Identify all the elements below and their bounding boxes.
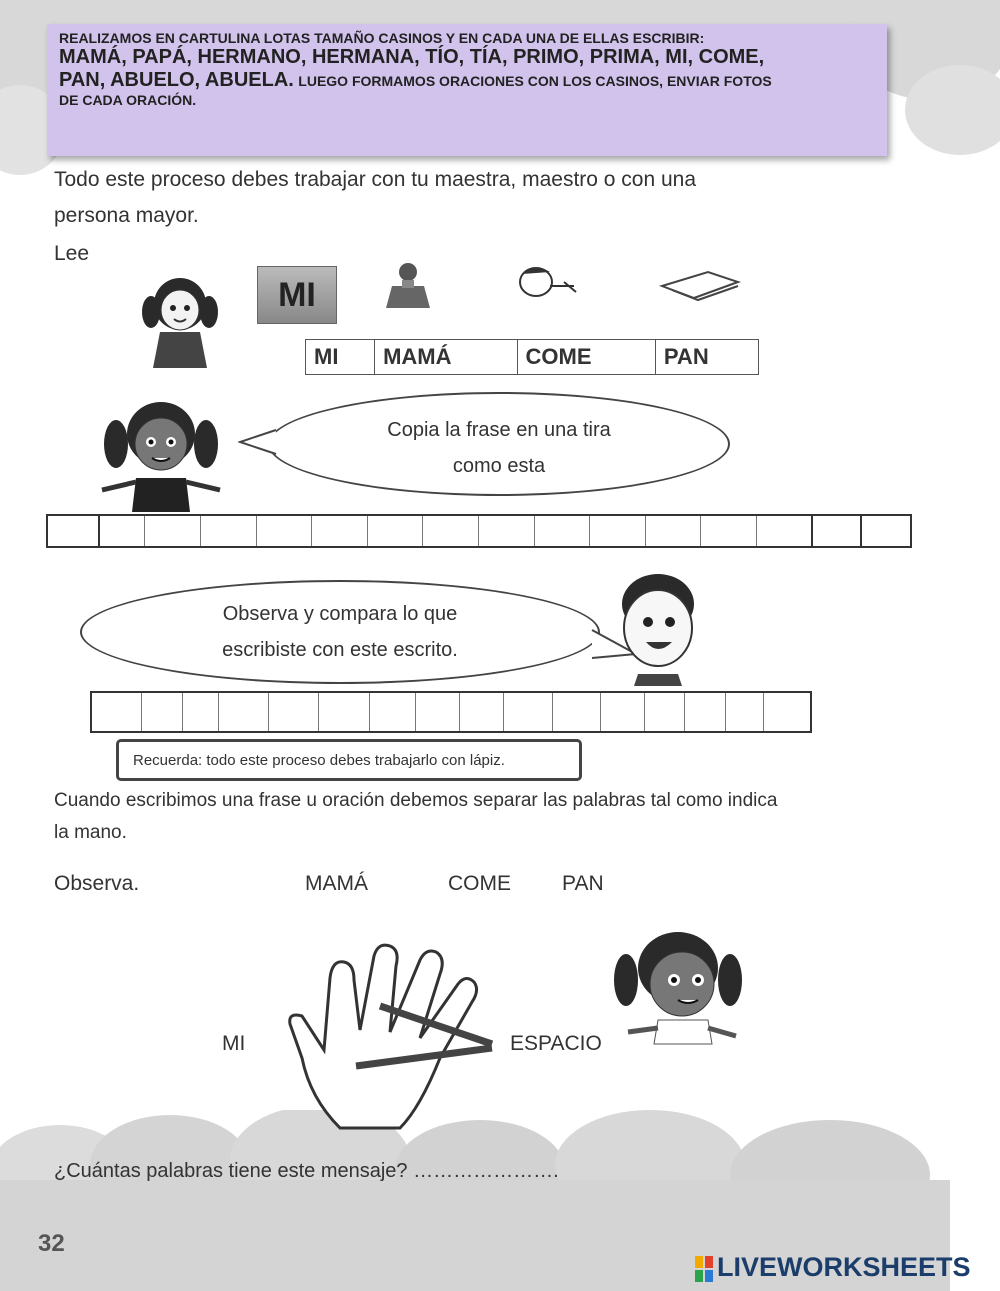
instruction-line-1: REALIZAMOS EN CARTULINA LOTAS TAMAÑO CASINOS Y EN CADA UNA DE ELLAS ESCRIBIR:: [59, 30, 705, 46]
strip-word-pan: PAN: [655, 340, 758, 375]
copy-writing-grid[interactable]: [46, 514, 912, 548]
compare-writing-grid[interactable]: [90, 691, 812, 733]
instruction-line-3-text: LUEGO FORMAMOS ORACIONES CON LOS CASINOS, ENVIAR FOTOS: [298, 73, 772, 89]
mi-word-card: MI: [257, 266, 337, 324]
intro-line-2: persona mayor.: [54, 204, 199, 227]
bubble-2-line-2: escribiste con este escrito.: [222, 639, 458, 661]
girl-arms-open-illustration: [96, 394, 226, 512]
bubble-1-line-1: Copia la frase en una tira: [387, 419, 611, 441]
boy-illustration: [608, 570, 704, 686]
instruction-box: [47, 24, 887, 156]
hand-left-label: MI: [222, 1032, 246, 1055]
observe-word-mama: MAMÁ: [305, 872, 368, 895]
page-number: 32: [38, 1230, 65, 1257]
strip-word-mama: MAMÁ: [375, 340, 517, 375]
logo-icon: [695, 1256, 713, 1282]
observe-word-come: COME: [448, 872, 511, 895]
speech-bubble-compare: [80, 580, 600, 684]
observe-word-pan: PAN: [562, 872, 604, 895]
logo-text: LIVEWORKSHEETS: [717, 1252, 971, 1282]
observe-label: Observa.: [54, 872, 140, 895]
bubble-1-tail: [238, 428, 278, 458]
read-label: Lee: [54, 242, 90, 265]
eating-boy-icon: [514, 262, 594, 302]
bread-icon: [658, 268, 742, 304]
question-text: ¿Cuántas palabras tiene este mensaje? ………………….: [54, 1160, 559, 1182]
pointing-girl-illustration: [608, 924, 748, 1054]
strip-word-mi: MI: [306, 340, 375, 375]
hand-illustration: [280, 938, 500, 1138]
sentence-word-strip: [305, 339, 759, 375]
speech-bubble-copy: [268, 392, 730, 496]
liveworksheets-logo: [695, 1252, 971, 1283]
bubble-1-line-2: como esta: [452, 455, 546, 477]
mother-icon: [380, 260, 440, 312]
bubble-2-line-1: Observa y compara lo que: [222, 603, 458, 625]
strip-word-come: COME: [517, 340, 655, 375]
hand-right-label: ESPACIO: [510, 1032, 602, 1055]
remember-note: Recuerda: todo este proceso debes trabajarlo con lápiz.: [116, 739, 582, 781]
instruction-line-3-words: PAN, ABUELO, ABUELA.: [59, 69, 294, 91]
instruction-line-2: MAMÁ, PAPÁ, HERMANO, HERMANA, TÍO, TÍA, PRIMO, PRIMA, MI, COME,: [59, 46, 765, 68]
separation-line-2: la mano.: [54, 822, 127, 843]
instruction-line-4: DE CADA ORACIÓN.: [59, 92, 197, 108]
separation-line-1: Cuando escribimos una frase u oración debemos separar las palabras tal como indica: [54, 790, 778, 811]
sitting-girl-illustration: [135, 272, 225, 372]
intro-line-1: Todo este proceso debes trabajar con tu maestra, maestro o con una: [54, 168, 697, 191]
